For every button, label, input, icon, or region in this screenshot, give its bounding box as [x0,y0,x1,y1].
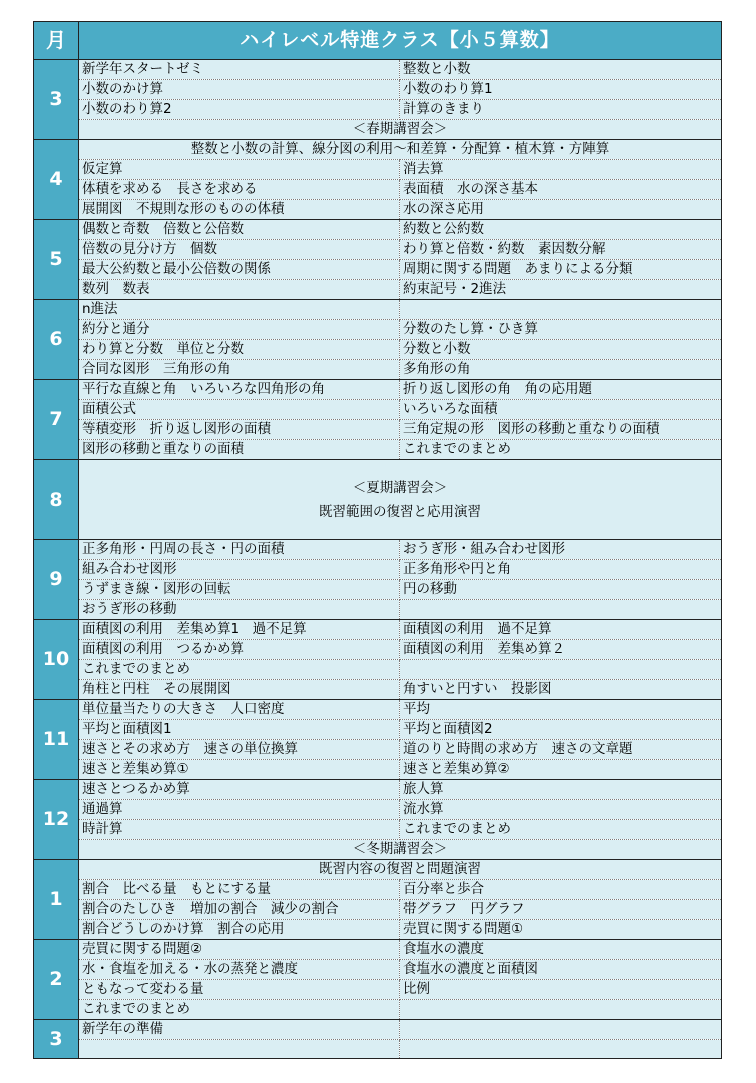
table-header [34,22,722,60]
month-column-header: 月 [34,22,79,60]
topic-cell: 小数のわり算2 [79,100,400,120]
topic-cell [400,300,722,320]
topic-cell [400,1020,722,1040]
table-row [34,200,722,220]
topic-cell: 面積公式 [79,400,400,420]
topic-cell: これまでのまとめ [400,440,722,460]
summer-session-cell [79,460,722,540]
month-cell-6: 6 [34,300,79,380]
table-row [34,180,722,200]
summer-session-topic: 既習範囲の復習と応用演習 [319,503,481,520]
table-row [34,820,722,840]
topic-cell: うずまき線・図形の回転 [79,580,400,600]
table-row [34,980,722,1000]
winter-session-label: ＜冬期講習会＞ [79,840,722,860]
table-row [34,780,722,800]
month-cell-12: 12 [34,780,79,860]
topic-cell: 面積図の利用 差集め算２ [400,640,722,660]
table-row [34,340,722,360]
topic-cell: 平均と面積図1 [79,720,400,740]
month-cell-9: 9 [34,540,79,620]
spring-session-label: ＜春期講習会＞ [79,120,722,140]
topic-cell: 水・食塩を加える・水の蒸発と濃度 [79,960,400,980]
table-row [34,440,722,460]
table-row [34,960,722,980]
topic-cell [79,1040,400,1059]
topic-cell: 面積図の利用 差集め算1 過不足算 [79,620,400,640]
table-row [34,300,722,320]
table-row [34,260,722,280]
table-row [34,60,722,80]
month-cell-1: 1 [34,860,79,940]
topic-cell: 仮定算 [79,160,400,180]
table-row [34,920,722,940]
topic-cell: 図形の移動と重なりの面積 [79,440,400,460]
topic-cell [400,600,722,620]
topic-cell: これまでのまとめ [400,820,722,840]
topic-cell: 比例 [400,980,722,1000]
topic-cell: 面積図の利用 過不足算 [400,620,722,640]
topic-cell: 円の移動 [400,580,722,600]
table-row [34,660,722,680]
curriculum-sheet [33,21,721,1059]
topic-cell: 等積変形 折り返し図形の面積 [79,420,400,440]
topic-cell: 三角定規の形 図形の移動と重なりの面積 [400,420,722,440]
summer-session-label: ＜夏期講習会＞ [352,479,448,496]
topic-cell: 分数のたし算・ひき算 [400,320,722,340]
topic-cell: 売買に関する問題② [79,940,400,960]
topic-cell: 面積図の利用 つるかめ算 [79,640,400,660]
curriculum-table [33,21,722,1059]
topic-cell: 時計算 [79,820,400,840]
month-cell-7: 7 [34,380,79,460]
topic-cell: 合同な図形 三角形の角 [79,360,400,380]
topic-cell: 新学年スタートゼミ [79,60,400,80]
topic-cell: 約束記号・2進法 [400,280,722,300]
topic-cell [400,660,722,680]
spring-session-topic: 整数と小数の計算、線分図の利用～和差算・分配算・植木算・方陣算 [79,140,722,160]
topic-cell: 速さと差集め算② [400,760,722,780]
topic-cell: 道のりと時間の求め方 速さの文章題 [400,740,722,760]
topic-cell: 偶数と奇数 倍数と公倍数 [79,220,400,240]
topic-cell: 速さと差集め算① [79,760,400,780]
topic-cell: 体積を求める 長さを求める [79,180,400,200]
topic-cell: 組み合わせ図形 [79,560,400,580]
table-row [34,540,722,560]
topic-cell: おうぎ形・組み合わせ図形 [400,540,722,560]
topic-cell: 割合どうしのかけ算 割合の応用 [79,920,400,940]
topic-cell: 最大公約数と最小公倍数の関係 [79,260,400,280]
topic-cell: n進法 [79,300,400,320]
topic-cell: 角柱と円柱 その展開図 [79,680,400,700]
table-row [34,1000,722,1020]
topic-cell: 食塩水の濃度と面積図 [400,960,722,980]
topic-cell: 展開図 不規則な形のものの体積 [79,200,400,220]
table-row [34,240,722,260]
table-row [34,80,722,100]
winter-session-topic: 既習内容の復習と問題演習 [79,860,722,880]
table-row [34,700,722,720]
topic-cell: 正多角形や円と角 [400,560,722,580]
topic-cell: これまでのまとめ [79,1000,400,1020]
topic-cell: 速さとその求め方 速さの単位換算 [79,740,400,760]
table-row [34,380,722,400]
topic-cell: 百分率と歩合 [400,880,722,900]
table-row [34,840,722,860]
table-row [34,320,722,340]
table-row [34,100,722,120]
table-row [34,860,722,880]
topic-cell: 周期に関する問題 あまりによる分類 [400,260,722,280]
topic-cell: 多角形の角 [400,360,722,380]
topic-cell: 小数のわり算1 [400,80,722,100]
topic-cell: 折り返し図形の角 角の応用題 [400,380,722,400]
topic-cell [400,1040,722,1059]
topic-cell: 旅人算 [400,780,722,800]
table-row [34,460,722,540]
topic-cell: 角すいと円すい 投影図 [400,680,722,700]
table-row [34,580,722,600]
table-row [34,120,722,140]
topic-cell: 割合のたしひき 増加の割合 減少の割合 [79,900,400,920]
month-cell-10: 10 [34,620,79,700]
table-row [34,420,722,440]
topic-cell: 流水算 [400,800,722,820]
table-row [34,140,722,160]
topic-cell: 約分と通分 [79,320,400,340]
topic-cell: 水の深さ応用 [400,200,722,220]
table-row [34,800,722,820]
page-title: ハイレベル特進クラス【小５算数】 [79,22,722,60]
topic-cell: 平均と面積図2 [400,720,722,740]
topic-cell [400,1000,722,1020]
table-row [34,560,722,580]
topic-cell: 分数と小数 [400,340,722,360]
topic-cell: 平行な直線と角 いろいろな四角形の角 [79,380,400,400]
table-row [34,940,722,960]
month-cell-5: 5 [34,220,79,300]
topic-cell: 単位量当たりの大きさ 人口密度 [79,700,400,720]
table-row [34,680,722,700]
topic-cell: ともなって変わる量 [79,980,400,1000]
topic-cell: 通過算 [79,800,400,820]
topic-cell: 正多角形・円周の長さ・円の面積 [79,540,400,560]
table-row [34,640,722,660]
topic-cell: これまでのまとめ [79,660,400,680]
topic-cell: 小数のかけ算 [79,80,400,100]
topic-cell: 速さとつるかめ算 [79,780,400,800]
table-row [34,360,722,380]
topic-cell: 表面積 水の深さ基本 [400,180,722,200]
month-cell-3: 3 [34,60,79,140]
topic-cell: 売買に関する問題① [400,920,722,940]
topic-cell: いろいろな面積 [400,400,722,420]
topic-cell: 新学年の準備 [79,1020,400,1040]
topic-cell: 約数と公約数 [400,220,722,240]
table-row [34,720,722,740]
table-row [34,220,722,240]
table-row [34,1020,722,1040]
table-row [34,620,722,640]
table-row [34,740,722,760]
topic-cell: 倍数の見分け方 個数 [79,240,400,260]
topic-cell: 割合 比べる量 もとにする量 [79,880,400,900]
topic-cell: おうぎ形の移動 [79,600,400,620]
table-row [34,760,722,780]
table-row [34,280,722,300]
table-row [34,160,722,180]
table-row [34,880,722,900]
table-row [34,900,722,920]
topic-cell: 計算のきまり [400,100,722,120]
topic-cell: 食塩水の濃度 [400,940,722,960]
table-row [34,600,722,620]
topic-cell: 消去算 [400,160,722,180]
month-cell-3-next: 3 [34,1020,79,1059]
topic-cell: わり算と分数 単位と分数 [79,340,400,360]
topic-cell: 帯グラフ 円グラフ [400,900,722,920]
topic-cell: 整数と小数 [400,60,722,80]
topic-cell: 数列 数表 [79,280,400,300]
topic-cell: わり算と倍数・約数 素因数分解 [400,240,722,260]
month-cell-8: 8 [34,460,79,540]
table-row [34,400,722,420]
month-cell-2: 2 [34,940,79,1020]
month-cell-4: 4 [34,140,79,220]
topic-cell: 平均 [400,700,722,720]
month-cell-11: 11 [34,700,79,780]
table-row [34,1040,722,1059]
